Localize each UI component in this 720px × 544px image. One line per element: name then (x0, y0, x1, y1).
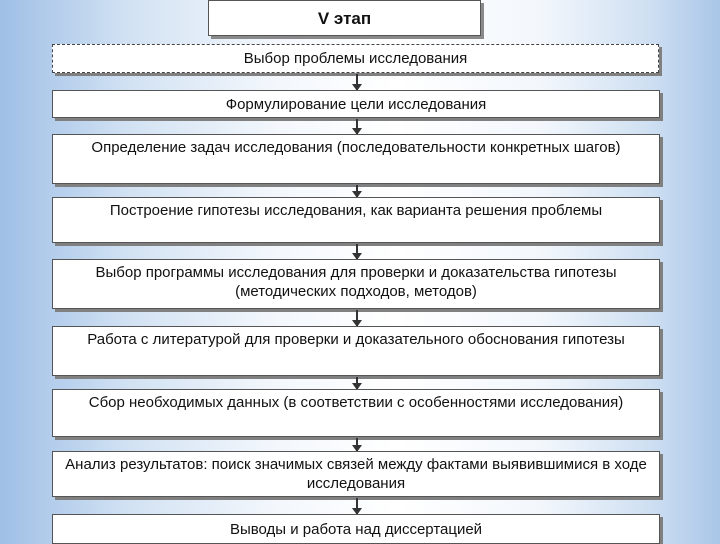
step-label-1: Выбор проблемы исследования (243, 50, 468, 67)
arrow-4 (356, 244, 358, 259)
step-box-6 (52, 326, 660, 376)
arrow-8 (356, 498, 358, 514)
arrow-3 (356, 185, 358, 197)
step-label-2: Формулирование цели исследования (225, 95, 487, 113)
step-box-4 (52, 197, 660, 243)
arrow-6 (356, 377, 358, 389)
stage-title-box (208, 0, 481, 36)
arrow-7 (356, 438, 358, 451)
arrow-2 (356, 119, 358, 134)
arrow-5 (356, 310, 358, 326)
step-box-3 (52, 134, 660, 184)
step-box-1 (52, 44, 659, 73)
arrow-1 (356, 74, 358, 90)
step-box-7 (52, 389, 660, 437)
step-label-9: Выводы и работа над диссертацией (229, 520, 483, 538)
step-label-7: Сбор необходимых данных (в соответствии с особенностями исследования) (88, 394, 624, 411)
step-label-3: Определение задач исследования (последовательности конкретных шагов) (91, 139, 621, 156)
stage-title: V этап (317, 8, 372, 28)
step-box-8 (52, 451, 660, 497)
step-label-5: Выбор программы исследования для проверки и доказательства гипотезы (методических подходов, методов) (95, 264, 617, 300)
step-label-8: Анализ результатов: поиск значимых связей между фактами выявившимися в ходе исследования (65, 456, 647, 492)
step-box-2 (52, 90, 660, 118)
step-label-6: Работа с литературой для проверки и доказательного обоснования гипотезы (87, 331, 625, 348)
step-box-5 (52, 259, 660, 309)
step-label-4: Построение гипотезы исследования, как варианта решения проблемы (109, 202, 603, 219)
